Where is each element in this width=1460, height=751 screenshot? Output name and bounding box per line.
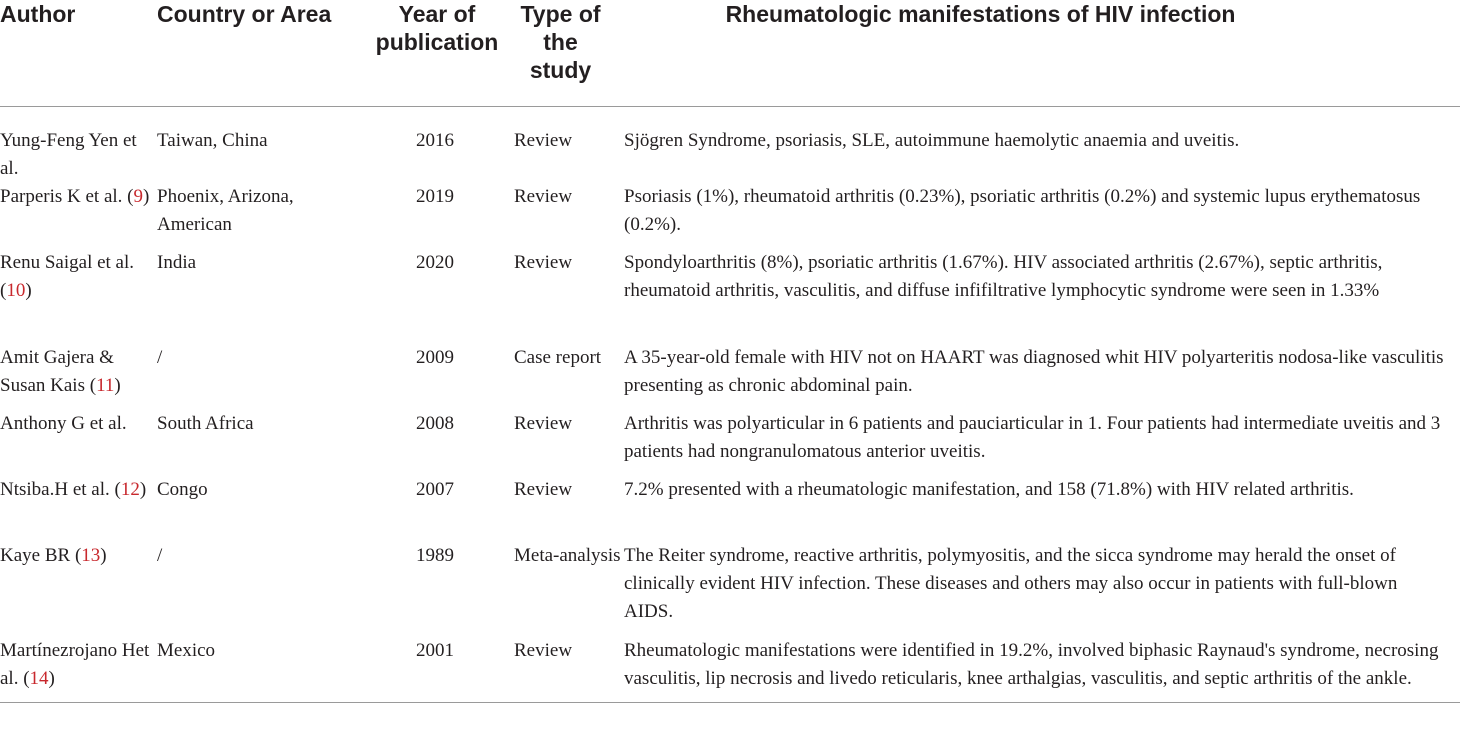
manifestations-cell	[621, 410, 1460, 476]
table-row	[0, 183, 1460, 249]
table-row	[0, 410, 1460, 476]
reference-link[interactable]: 14	[29, 667, 49, 689]
country-text: India	[157, 251, 197, 273]
table-row	[0, 106, 1460, 183]
reference-link[interactable]: 11	[96, 374, 115, 396]
country-cell	[157, 476, 364, 542]
country-cell	[157, 249, 364, 344]
type-cell	[510, 183, 621, 249]
table-row	[0, 637, 1460, 703]
author-cell: Kaye BR (13)	[0, 544, 107, 566]
year-text: 2008	[416, 412, 454, 434]
year-text: 1989	[416, 544, 454, 566]
manifestations-text: Spondyloarthritis (8%), psoriatic arthritis (1.67%). HIV associated arthritis (2.67%), septic arthritis, rheumatoid arthritis, vasculitis, and diffuse infifiltrative lymphocytic syndrome were seen in 1.33%	[624, 251, 1383, 301]
author-cell: Renu Saigal et al. (10)	[0, 251, 135, 301]
country-text: /	[157, 346, 163, 368]
type-text: Review	[514, 185, 573, 207]
type-cell	[510, 637, 621, 703]
manifestations-cell	[621, 183, 1460, 249]
year-cell	[364, 637, 510, 703]
header-row	[0, 0, 1460, 106]
year-text: 2001	[416, 639, 454, 661]
author-name: Yung-Feng Yen et al.	[0, 129, 137, 179]
author-name: Renu Saigal et al.	[0, 251, 135, 273]
header-manifestations: Rheumatologic manifestations of HIV infection	[621, 0, 1460, 106]
table-row	[0, 542, 1460, 637]
type-cell	[510, 542, 621, 637]
author-cell	[0, 410, 157, 476]
author-cell: Ntsiba.H et al. (12)	[0, 478, 147, 500]
author-name: Anthony G et al.	[0, 412, 127, 434]
author-cell	[0, 106, 157, 183]
header-country: Country or Area	[157, 0, 364, 106]
manifestations-text: Sjögren Syndrome, psoriasis, SLE, autoimmune haemolytic anaemia and uveitis.	[624, 129, 1240, 151]
type-cell	[510, 106, 621, 183]
reference-link[interactable]: 9	[133, 185, 143, 207]
year-cell	[364, 106, 510, 183]
author-cell: Amit Gajera & Susan Kais (11)	[0, 346, 121, 396]
year-cell	[364, 344, 510, 410]
country-cell	[157, 410, 364, 476]
reference-link[interactable]: 10	[6, 279, 26, 301]
country-cell	[157, 183, 364, 249]
country-text: Congo	[157, 478, 208, 500]
manifestations-text: Arthritis was polyarticular in 6 patients and pauciarticular in 1. Four patients had intermediate uveitis and 3 patients had nongranulomatous anterior uveitis.	[624, 412, 1441, 462]
year-text: 2016	[416, 129, 454, 151]
header-type: Type of the study	[510, 0, 621, 106]
manifestations-cell	[621, 637, 1460, 703]
year-cell	[364, 476, 510, 542]
type-cell	[510, 410, 621, 476]
author-name: Ntsiba.H et al.	[0, 478, 110, 500]
year-text: 2009	[416, 346, 454, 368]
manifestations-cell	[621, 249, 1460, 344]
author-name: Kaye BR	[0, 544, 71, 566]
author-cell: Parperis K et al. (9)	[0, 185, 150, 207]
type-cell	[510, 249, 621, 344]
year-text: 2007	[416, 478, 454, 500]
author-name: Martínezrojano Het al.	[0, 639, 150, 689]
manifestations-cell	[621, 542, 1460, 637]
table-row	[0, 249, 1460, 344]
manifestations-text: Rheumatologic manifestations were identified in 19.2%, involved biphasic Raynaud's syndrome, necrosing vasculitis, lip necrosis and livedo reticularis, knee arthalgias, vasculitis, and septic arthritis of the ankle.	[624, 639, 1439, 689]
type-text: Review	[514, 478, 573, 500]
type-text: Review	[514, 639, 573, 661]
manifestations-text: A 35-year-old female with HIV not on HAART was diagnosed whit HIV polyarteritis nodosa-like vasculitis presenting as chronic abdominal pain.	[624, 346, 1444, 396]
manifestations-text: The Reiter syndrome, reactive arthritis, polymyositis, and the sicca syndrome may herald the onset of clinically evident HIV infection. These diseases and others may also occur in patients with full-blown AIDS.	[624, 544, 1398, 622]
table-row	[0, 344, 1460, 410]
type-text: Case report	[514, 346, 602, 368]
author-name: Parperis K et al.	[0, 185, 123, 207]
manifestations-cell	[621, 106, 1460, 183]
year-text: 2020	[416, 251, 454, 273]
reference-link[interactable]: 12	[120, 478, 140, 500]
country-cell	[157, 637, 364, 703]
author-name: Amit Gajera & Susan Kais	[0, 346, 114, 396]
type-text: Review	[514, 129, 573, 151]
manifestations-cell	[621, 344, 1460, 410]
year-cell	[364, 183, 510, 249]
year-cell	[364, 542, 510, 637]
year-text: 2019	[416, 185, 454, 207]
country-text: Taiwan, China	[157, 129, 268, 151]
type-cell	[510, 344, 621, 410]
country-cell	[157, 106, 364, 183]
type-cell	[510, 476, 621, 542]
manifestations-text: 7.2% presented with a rheumatologic manifestation, and 158 (71.8%) with HIV related arthritis.	[624, 478, 1354, 500]
type-text: Review	[514, 412, 573, 434]
manifestations-text: Psoriasis (1%), rheumatoid arthritis (0.23%), psoriatic arthritis (0.2%) and systemic lupus erythematosus (0.2%).	[624, 185, 1421, 235]
header-author: Author	[0, 0, 157, 106]
year-cell	[364, 249, 510, 344]
country-cell	[157, 344, 364, 410]
country-text: Phoenix, Arizona, American	[157, 185, 294, 235]
year-cell	[364, 410, 510, 476]
header-year: Year of publication	[364, 0, 510, 106]
country-text: Mexico	[157, 639, 216, 661]
manifestations-cell	[621, 476, 1460, 542]
reference-link[interactable]: 13	[81, 544, 101, 566]
author-cell: Martínezrojano Het al. (14)	[0, 637, 157, 703]
type-text: Meta-analysis	[514, 544, 621, 566]
type-text: Review	[514, 251, 573, 273]
country-cell	[157, 542, 364, 637]
country-text: /	[157, 544, 163, 566]
country-text: South Africa	[157, 412, 254, 434]
table-row	[0, 476, 1460, 542]
